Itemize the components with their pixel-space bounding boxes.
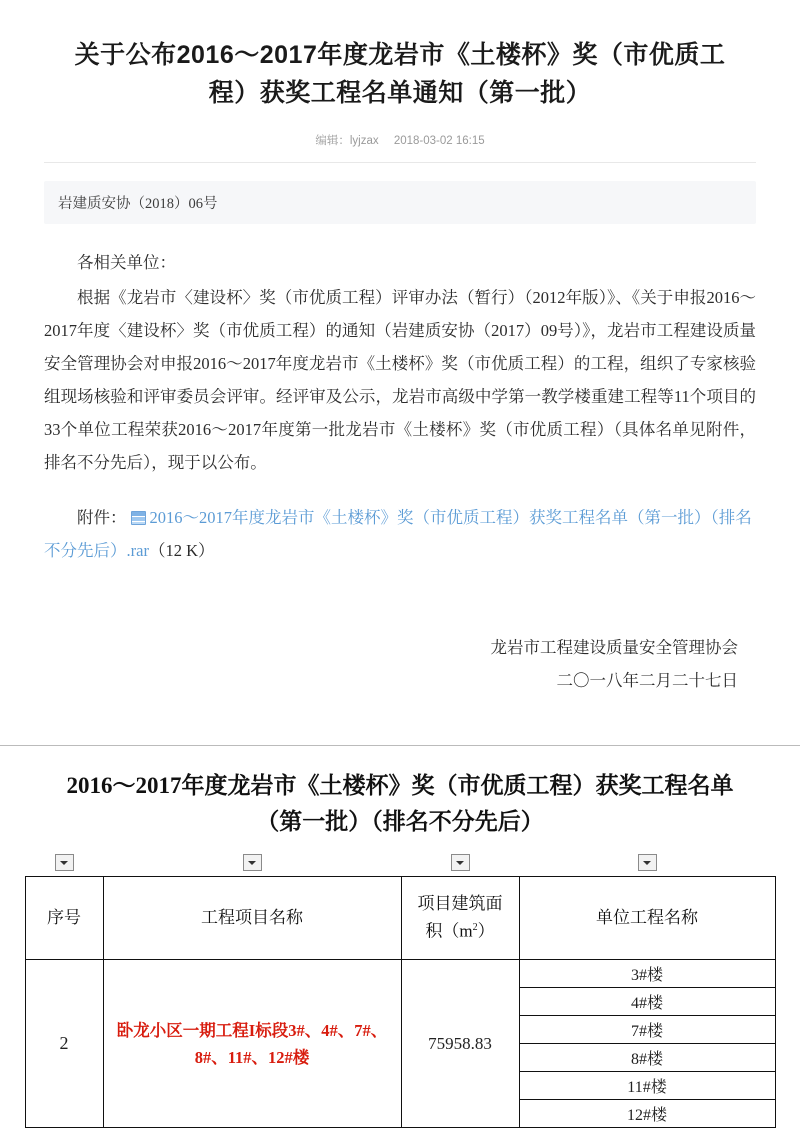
attachment-file-icon <box>131 511 146 525</box>
cell-units <box>519 960 775 1128</box>
chevron-down-icon[interactable] <box>55 854 74 871</box>
publish-timestamp: 2018-03-02 16:15 <box>393 135 485 147</box>
unit-item: 8#楼 <box>520 1044 775 1072</box>
unit-item: 3#楼 <box>520 960 775 988</box>
attachment-table-section <box>0 745 800 1128</box>
chevron-down-icon[interactable] <box>243 854 262 871</box>
signature-date: 二〇一八年二月二十七日 <box>556 671 738 690</box>
attachment-size: （12 K） <box>148 541 215 560</box>
column-header-no: 序号 <box>25 877 103 960</box>
signer-name: 龙岩市工程建设质量安全管理协会 <box>490 638 738 657</box>
unit-item: 7#楼 <box>520 1016 775 1044</box>
attachment-label: 附件： <box>77 508 127 527</box>
cell-area: 75958.83 <box>401 960 519 1128</box>
attachment-link[interactable]: 2016～2017年度龙岩市《土楼杯》奖（市优质工程）获奖工程名单（第一批）（排名不分先后）.rar <box>44 508 752 560</box>
filter-cell-area <box>401 854 519 877</box>
header-divider <box>44 162 756 163</box>
table-header-row <box>25 877 775 960</box>
column-header-area-line3: ） <box>477 921 495 941</box>
document-number: 岩建质安协（2018）06号 <box>44 181 756 224</box>
cell-project: 卧龙小区一期工程I标段3#、4#、7#、8#、11#、12#楼 <box>103 960 401 1128</box>
unit-item: 4#楼 <box>520 988 775 1016</box>
attachment-block <box>44 501 756 567</box>
filter-row <box>25 854 775 877</box>
award-list-table <box>25 854 776 1128</box>
chevron-down-icon[interactable] <box>451 854 470 871</box>
table-row <box>25 960 775 1128</box>
signature-block <box>44 631 756 697</box>
column-header-area <box>401 877 519 960</box>
editor-label: 编辑：lyjzax <box>315 135 379 147</box>
body-paragraph: 根据《龙岩市〈建设杯〉奖（市优质工程）评审办法（暂行）（2012年版）》、《关于申报2016～2017年度〈建设杯〉奖（市优质工程）的通知（岩建质安协（2017）09号）》，龙岩市工程建设质量安全管理协会对申报2016～2017年度龙岩市《土楼杯》奖（市优质工程）的工程，组织了专家核验组现场核验和评审委员会评审。经评审及公示，龙岩市高级中学第一教学楼重建工程等11个项目的33个单位工程荣获2016～2017年度第一批龙岩市《土楼杯》奖（市优质工程）（具体名单见附件，排名不分先后），现于以公布。 <box>44 288 756 472</box>
chevron-down-icon[interactable] <box>638 854 657 871</box>
unit-item: 11#楼 <box>520 1072 775 1100</box>
article-body <box>44 246 756 479</box>
filter-cell-unit <box>519 854 775 877</box>
column-header-area-line2: 积（m <box>425 921 473 941</box>
page-title: 关于公布2016～2017年度龙岩市《土楼杯》奖（市优质工程）获奖工程名单通知（第一批） <box>74 41 726 107</box>
column-header-project: 工程项目名称 <box>103 877 401 960</box>
unit-item: 12#楼 <box>520 1100 775 1128</box>
salutation: 各相关单位： <box>77 253 176 272</box>
cell-no: 2 <box>25 960 103 1128</box>
column-header-area-line1: 项目建筑面 <box>417 894 503 914</box>
filter-cell-project <box>103 854 401 877</box>
column-header-area-sup: 2 <box>472 922 478 934</box>
filter-cell-no <box>25 854 103 877</box>
article-meta <box>44 132 756 148</box>
column-header-unit: 单位工程名称 <box>519 877 775 960</box>
unit-list-table <box>520 960 775 1127</box>
attachment-table-title: 2016～2017年度龙岩市《土楼杯》奖（市优质工程）获奖工程名单（第一批）（排名不分先后） <box>66 773 734 834</box>
